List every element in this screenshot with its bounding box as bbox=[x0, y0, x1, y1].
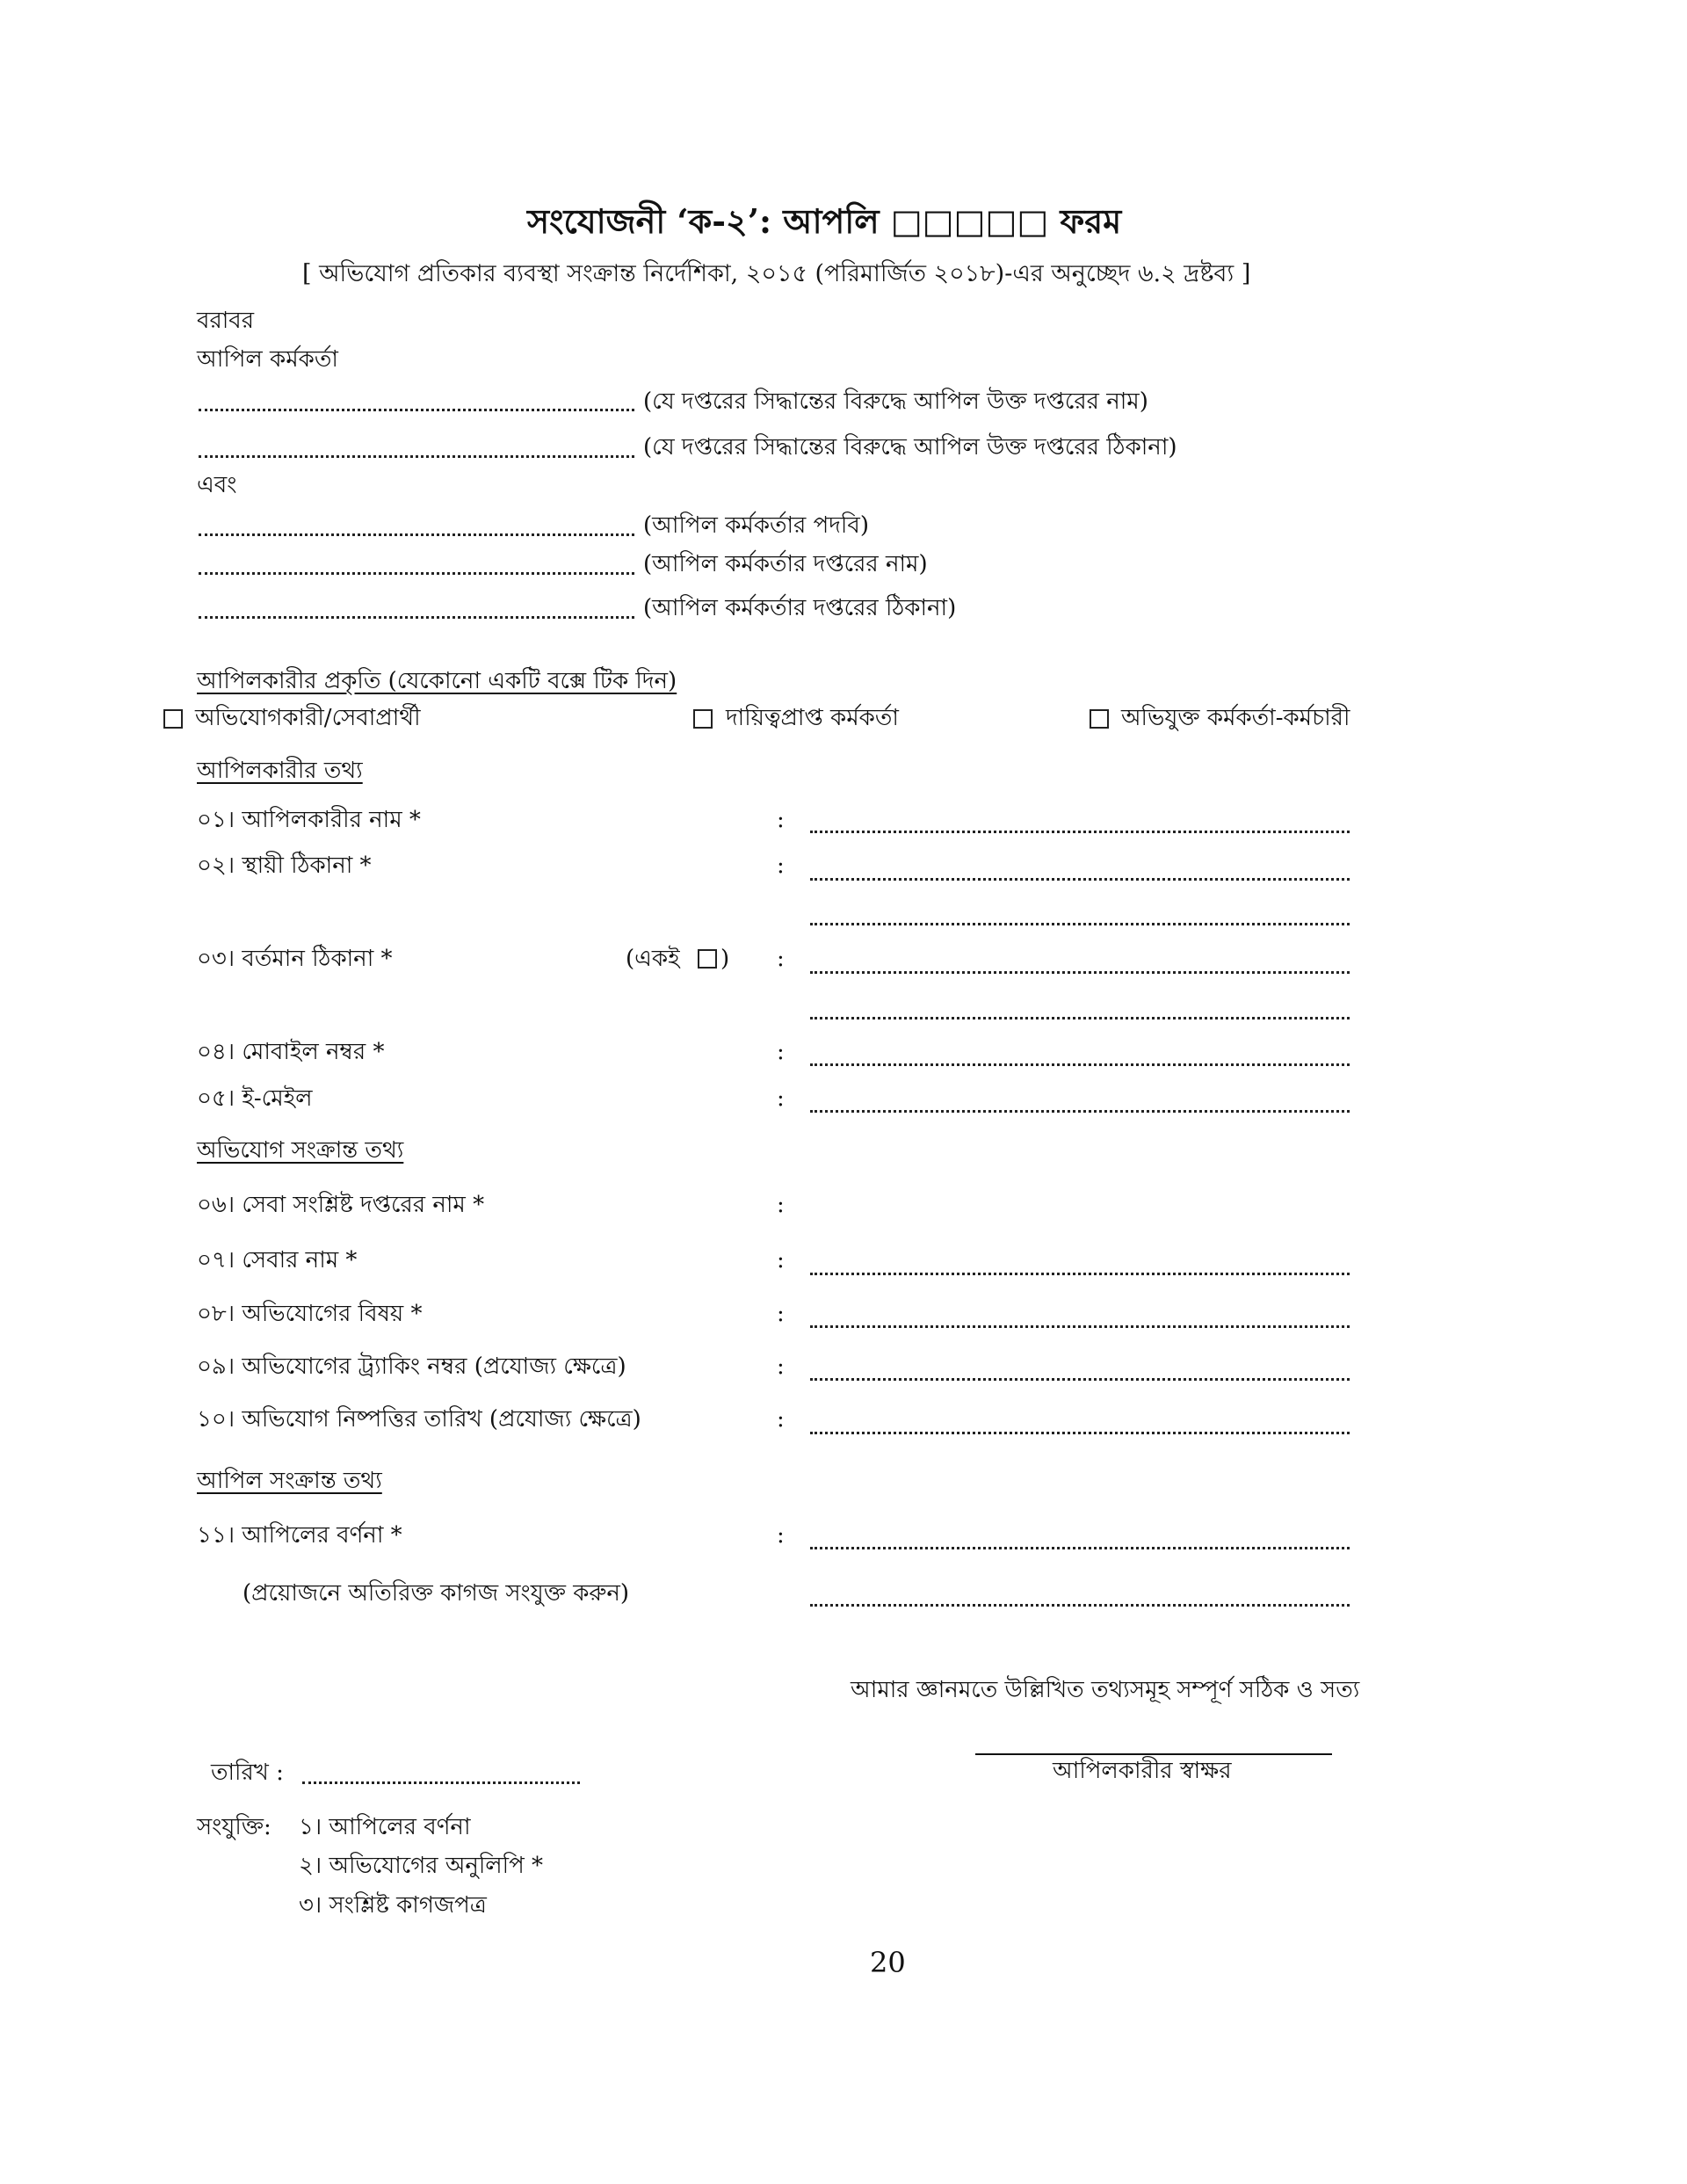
field-input-tracking-number[interactable] bbox=[810, 1375, 1350, 1381]
signature-line[interactable] bbox=[975, 1753, 1332, 1755]
field-input-appeal-description[interactable] bbox=[810, 1544, 1350, 1549]
field-label-service-office: ০৬। সেবা সংশ্লিষ্ট দপ্তরের নাম * bbox=[197, 1192, 485, 1218]
form-subtitle: [ অভিযোগ প্রতিকার ব্যবস্থা সংক্রান্ত নির্দেশিকা, ২০১৫ (পরিমার্জিত ২০১৮)-এর অনুচ্ছেদ ৬.২ দ্রষ্টব্য ] bbox=[302, 260, 1251, 287]
same-address-checkbox[interactable] bbox=[698, 949, 717, 969]
complaint-heading: অভিযোগ সংক্রান্ত তথ্য bbox=[197, 1137, 404, 1164]
field-input-service-name[interactable] bbox=[810, 1270, 1350, 1275]
officer-address-line[interactable] bbox=[199, 613, 634, 619]
nature-checkbox-responsible-officer[interactable] bbox=[693, 709, 713, 729]
field-colon: : bbox=[777, 946, 785, 972]
attachment-item: ২। অভিযোগের অনুলিপি * bbox=[299, 1853, 544, 1879]
address-and: এবং bbox=[197, 472, 237, 498]
field-colon: : bbox=[777, 1247, 785, 1273]
field-colon: : bbox=[777, 1522, 785, 1549]
field-input-permanent-address[interactable] bbox=[810, 875, 1350, 881]
field-colon: : bbox=[777, 1301, 785, 1327]
field-input-resolution-date[interactable] bbox=[810, 1429, 1350, 1434]
field-colon: : bbox=[777, 1406, 785, 1433]
field-input-permanent-address-2[interactable] bbox=[810, 920, 1350, 925]
page-number: 20 bbox=[870, 1946, 906, 1979]
designation-line[interactable] bbox=[199, 531, 634, 536]
office-name-hint: (যে দপ্তরের সিদ্ধান্তের বিরুদ্ধে আপিল উক্ত দপ্তরের নাম) bbox=[643, 388, 1148, 415]
office-address-line[interactable] bbox=[199, 453, 634, 458]
nature-option-responsible-officer: দায়িত্বপ্রাপ্ত কর্মকর্তা bbox=[726, 705, 899, 731]
office-address-hint: (যে দপ্তরের সিদ্ধান্তের বিরুদ্ধে আপিল উক্ত দপ্তরের ঠিকানা) bbox=[643, 434, 1177, 461]
nature-heading: আপিলকারীর প্রকৃতি (যেকোনো একটি বক্সে টিক দিন) bbox=[197, 668, 677, 694]
same-address-close: ) bbox=[720, 946, 730, 972]
field-input-name[interactable] bbox=[810, 828, 1350, 833]
field-label-mobile: ০৪। মোবাইল নম্বর * bbox=[197, 1039, 385, 1065]
attachment-item: ১। আপিলের বর্ণনা bbox=[299, 1814, 471, 1840]
attachments-label: সংযুক্তি: bbox=[197, 1814, 272, 1840]
officer-address-hint: (আপিল কর্মকর্তার দপ্তরের ঠিকানা) bbox=[643, 595, 957, 621]
field-input-complaint-subject[interactable] bbox=[810, 1323, 1350, 1328]
officer-office-hint: (আপিল কর্মকর্তার দপ্তরের নাম) bbox=[643, 551, 928, 577]
field-input-present-address-2[interactable] bbox=[810, 1014, 1350, 1019]
field-label-complaint-subject: ০৮। অভিযোগের বিষয় * bbox=[197, 1301, 423, 1327]
applicant-heading: আপিলকারীর তথ্য bbox=[197, 758, 363, 784]
field-input-email[interactable] bbox=[810, 1107, 1350, 1113]
field-input-present-address[interactable] bbox=[810, 969, 1350, 974]
field-colon: : bbox=[777, 1192, 785, 1218]
office-name-line[interactable] bbox=[199, 406, 634, 411]
field-colon: : bbox=[777, 1353, 785, 1380]
field-label-resolution-date: ১০। অভিযোগ নিষ্পত্তির তারিখ (প্রযোজ্য ক্ষেত্রে) bbox=[197, 1406, 641, 1433]
field-colon: : bbox=[777, 1085, 785, 1112]
field-colon: : bbox=[777, 853, 785, 879]
appeal-heading: আপিল সংক্রান্ত তথ্য bbox=[197, 1468, 382, 1494]
field-label-tracking-number: ০৯। অভিযোগের ট্র্যাকিং নম্বর (প্রযোজ্য ক্ষেত্রে) bbox=[197, 1353, 626, 1380]
field-label-service-name: ০৭। সেবার নাম * bbox=[197, 1247, 358, 1273]
same-address-label: (একই bbox=[626, 946, 680, 972]
date-label: তারিখ : bbox=[211, 1760, 284, 1786]
form-title: সংযোজনী ‘ক-২’: আপলি □□□□□ ফরম bbox=[527, 201, 1122, 241]
attachment-item: ৩। সংশ্লিষ্ট কাগজপত্র bbox=[299, 1892, 487, 1919]
signature-label: আপিলকারীর স্বাক্ষর bbox=[1053, 1758, 1232, 1784]
designation-hint: (আপিল কর্মকর্তার পদবি) bbox=[643, 512, 869, 539]
field-colon: : bbox=[777, 807, 785, 833]
field-input-mobile[interactable] bbox=[810, 1061, 1350, 1066]
field-colon: : bbox=[777, 1039, 785, 1065]
address-recipient: আপিল কর্মকর্তা bbox=[197, 346, 338, 373]
field-input-appeal-description-2[interactable] bbox=[810, 1601, 1350, 1607]
date-input[interactable] bbox=[302, 1779, 580, 1784]
field-label-present-address: ০৩। বর্তমান ঠিকানা * bbox=[197, 946, 393, 972]
nature-option-complainant: অভিযোগকারী/সেবাপ্রার্থী bbox=[195, 705, 421, 731]
nature-checkbox-accused-officer[interactable] bbox=[1090, 709, 1109, 729]
nature-checkbox-complainant[interactable] bbox=[163, 709, 183, 729]
field-label-appeal-description: ১১। আপিলের বর্ণনা * bbox=[197, 1522, 402, 1549]
field-label-permanent-address: ০২। স্থায়ী ঠিকানা * bbox=[197, 853, 372, 879]
field-label-email: ০৫। ই-মেইল bbox=[197, 1085, 313, 1112]
field-label-name: ০১। আপিলকারীর নাম * bbox=[197, 807, 421, 833]
address-to: বরাবর bbox=[197, 308, 255, 334]
officer-office-line[interactable] bbox=[199, 570, 634, 575]
nature-option-accused-officer: অভিযুক্ত কর্মকর্তা-কর্মচারী bbox=[1121, 705, 1350, 731]
appeal-note: (প্রয়োজনে অতিরিক্ত কাগজ সংযুক্ত করুন) bbox=[243, 1580, 630, 1607]
declaration-text: আমার জ্ঞানমতে উল্লিখিত তথ্যসমূহ সম্পূর্ণ সঠিক ও সত্য bbox=[851, 1677, 1360, 1703]
